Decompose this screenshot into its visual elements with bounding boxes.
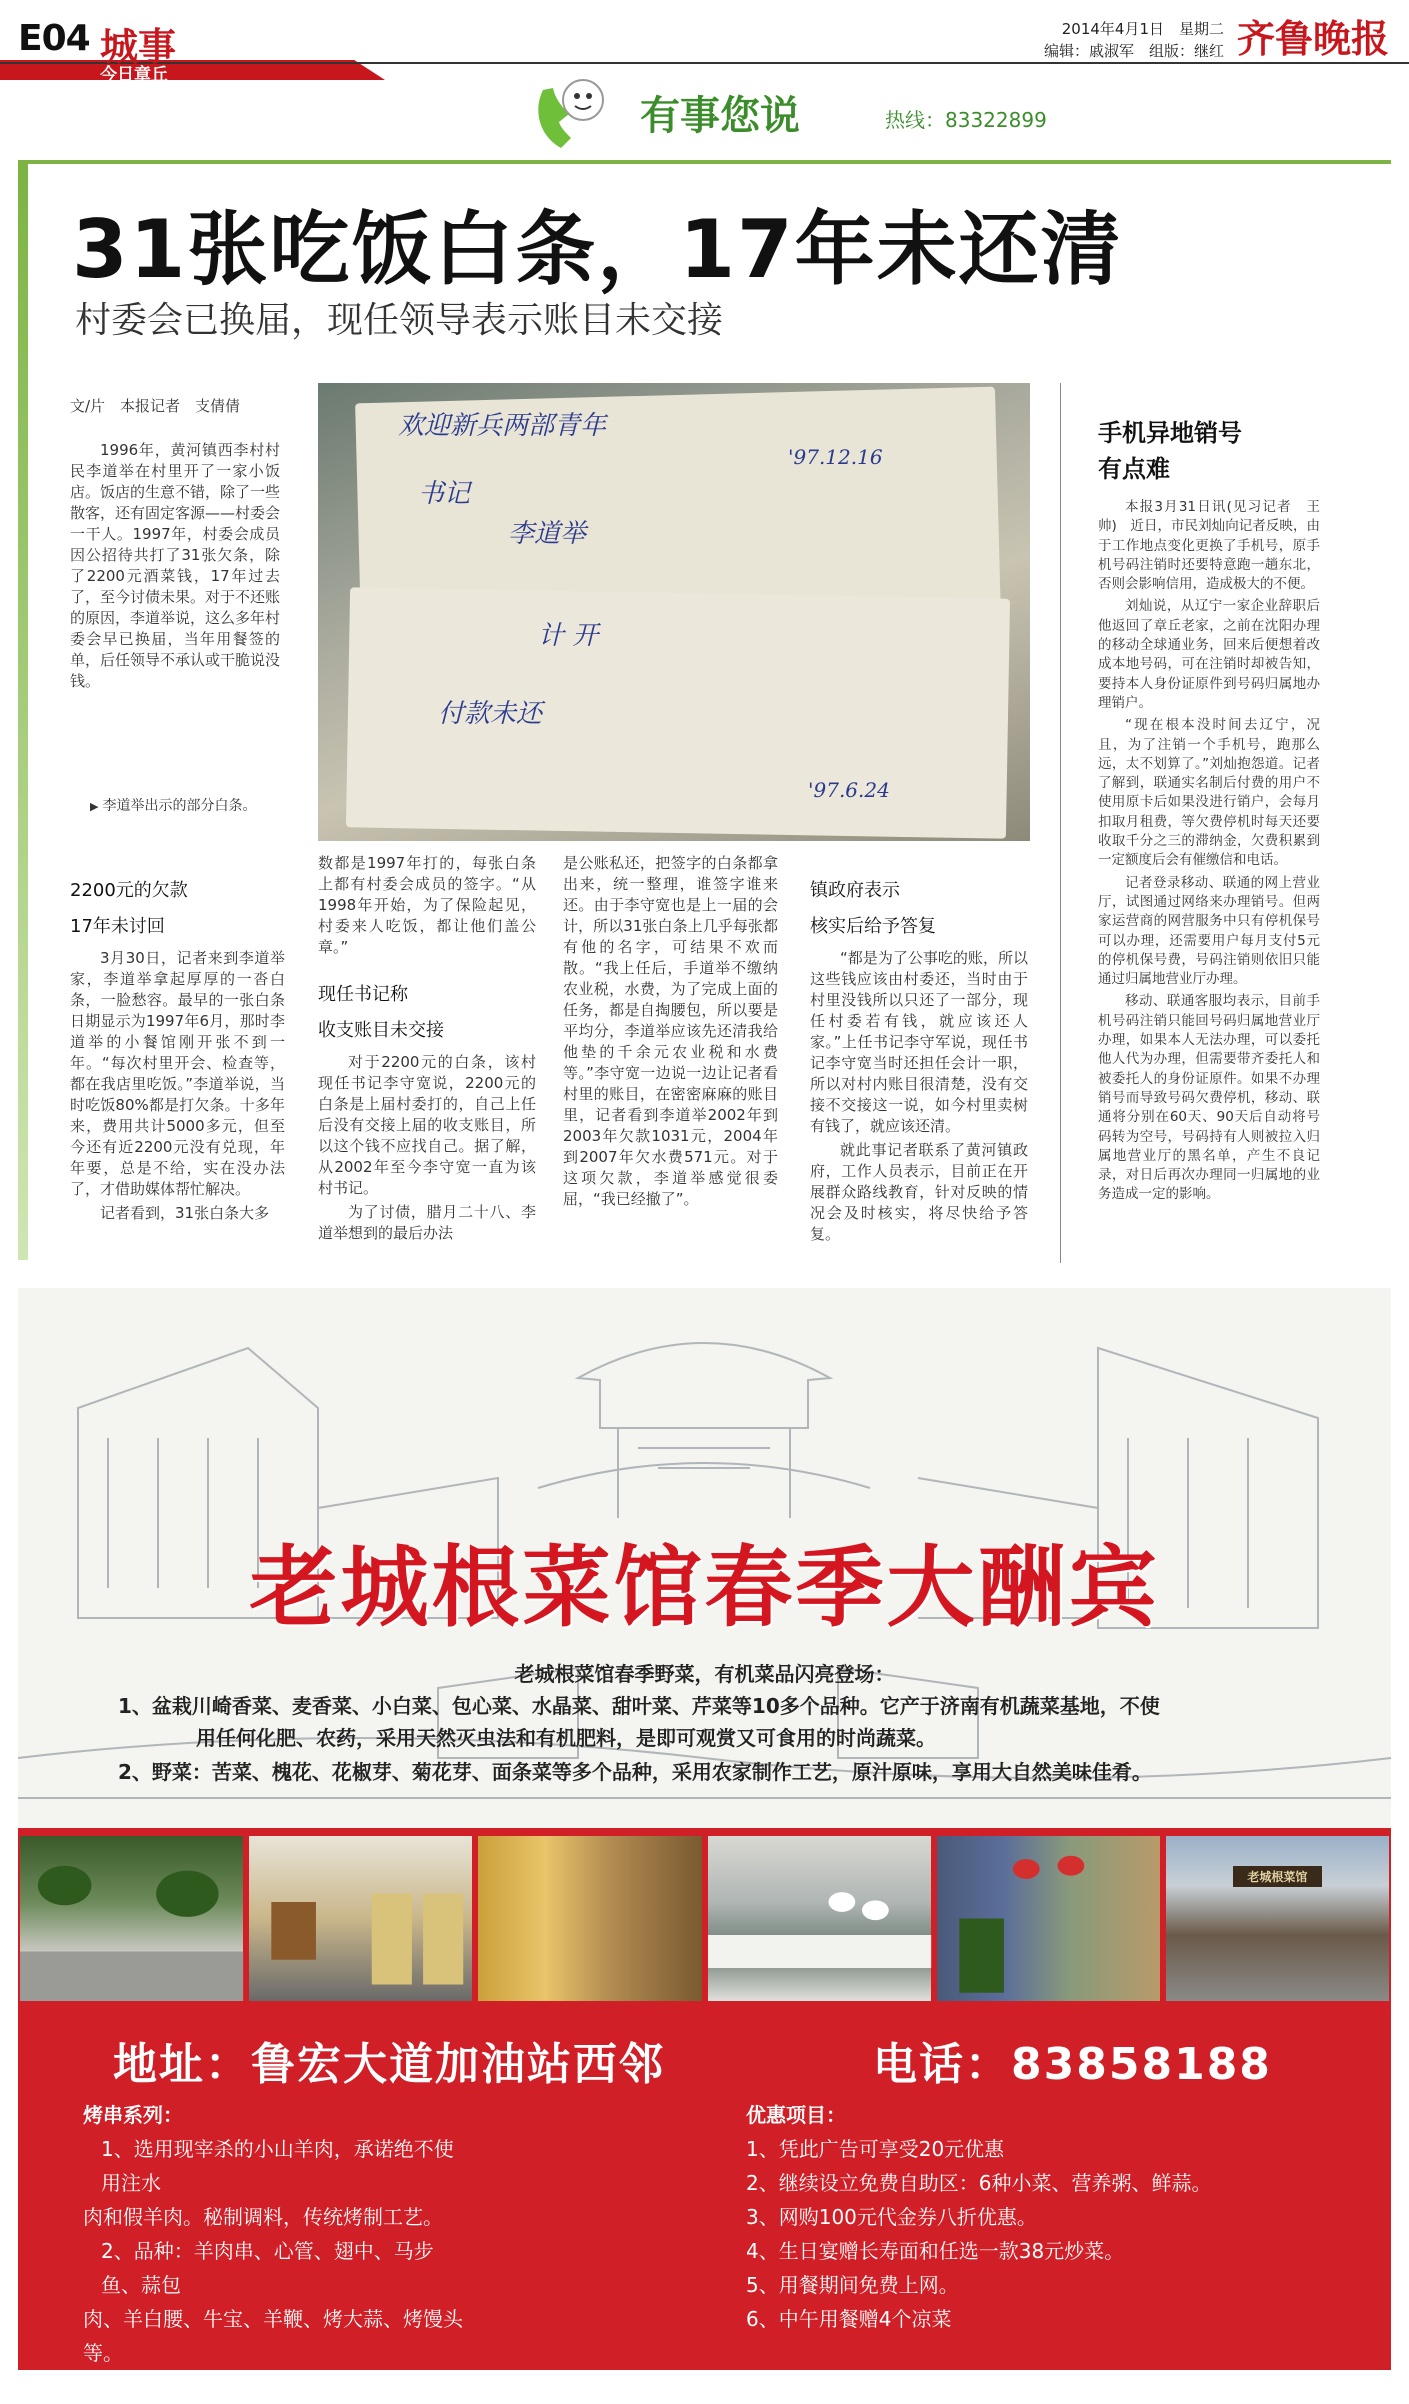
column4-paragraph-2: 就此事记者联系了黄河镇政府，工作人员表示，目前正在开展群众路线教育，针对反映的情况会及时核实，将尽快给予答复。	[810, 1141, 1028, 1243]
promotion-list	[746, 2098, 1346, 2336]
restaurant-advertisement	[18, 1288, 1391, 2399]
section3-subtitle: 核实后给予答复	[810, 916, 936, 937]
bbq-line-1: 1、选用现宰杀的小山羊肉，承诺绝不使用注水	[101, 2137, 454, 2195]
column2-paragraph-3: 为了讨债，腊月二十八、李道举想到的最后办法	[318, 1203, 536, 1242]
sidebar-title-line2: 有点难	[1098, 455, 1170, 483]
photo-dining-hall	[20, 1836, 243, 2001]
bbq-series-list	[83, 2098, 463, 2404]
photo-buffet-counter	[708, 1836, 931, 2001]
sidebar-paragraph-2: 刘灿说，从辽宁一家企业辞职后他返回了章丘老家，之前在沈阳办理的移动全球通业务，回来后便想着改成本地号码，可在注销时却被告知，要持本人身份证原件到号码归属地办理销户。	[1098, 598, 1320, 711]
lead-paragraph-column	[70, 440, 280, 695]
photo-corn-decor	[478, 1836, 701, 2001]
column3-paragraph-1: 是公账私还，把签字的白条都拿出来，统一整理，谁签字谁来还。由于李守宽也是上一届的会计，所以31张白条上几乎每张都有他的名字，可结果不欢而散。“我上任后，手道举不缴纳农业税，水费，为了完成上面的任务，都是自掏腰包，所以要是平均分，李道举应该先还清我给他垫的千余元农业税和水费等。”李守宽一边说一边让记者看村里的账目，在密密麻麻的账目里，记者看到李道举2002年到2003年欠款1031元，2004年到2007年欠水费571元。对于这项欠款，李道举感觉很委屈，“我已经撤了”。	[563, 854, 778, 1208]
sidebar-divider	[1060, 383, 1061, 1263]
sidebar-paragraph-3: “现在根本没时间去辽宁，况且，为了注销一个手机号，跑那么远，太不划算了。”刘灿抱怨道。记者了解到，联通实名制后付费的用户不使用原卡后如果没进行销户，会每月扣取月租费，等欠费停机时每天还要收取千分之三的滞纳金，欠费积累到一定额度后会有催缴信和电话。	[1098, 717, 1320, 869]
subsection-name: 今日章丘	[100, 65, 168, 85]
ad-address: 地址：鲁宏大道加油站西邻	[113, 2039, 665, 2090]
ad-item-2: 2、野菜：苦菜、槐花、花椒芽、菊花芽、面条菜等多个品种，采用农家制作工艺，原汁原味，享用大自然美味佳肴。	[118, 1760, 1152, 1784]
sidebar-paragraph-4: 记者登录移动、联通的网上营业厅，试图通过网络来办理销号。但两家运营商的网营服务中只有停机保号可以办理，还需要用户每月支付5元的停机保号费，号码注销则依旧只能通过归属地营业厅办理。	[1098, 874, 1320, 988]
promo-line-5: 5、用餐期间免费上网。	[746, 2273, 959, 2297]
section2-subtitle: 收支账目未交接	[318, 1020, 444, 1041]
entrance-signboard: 老城根菜馆	[1233, 1866, 1322, 1887]
bbq-line-3: 2、品种：羊肉串、心管、翅中、马步鱼、蒜包	[101, 2239, 434, 2297]
sidebar-title	[1098, 415, 1242, 487]
column2-paragraph-2: 对于2200元的白条，该村现任书记李守宽说，2200元的白条是上届村委打的，自己上任后没有交接上届的收支账目，所以这个钱不应找自己。据了解，从2002年至今李守宽一直为该村书记。	[318, 1053, 536, 1197]
photo-restaurant-entrance	[1166, 1836, 1389, 2001]
hotline-number: 热线：83322899	[885, 108, 1047, 132]
ad-phone: 电话：83858188	[873, 2039, 1272, 2090]
column2-paragraph-1: 数都是1997年打的，每张白条上都有村委会成员的签字。“从1998年开始，为了保险起见，村委来人吃饭，都让他们盖公章。”	[318, 854, 536, 956]
section1-subtitle: 17年未讨回	[70, 916, 165, 937]
promo-line-2: 2、继续设立免费自助区：6种小菜、营养粥、鲜蒜。	[746, 2171, 1212, 2195]
lead-paragraph: 1996年，黄河镇西李村村民李道举在村里开了一家小饭店。饭店的生意不错，除了一些散客，还有固定客源——村委会一干人。1997年，村委会成员因公招待共打了31张欠条，除了2200元酒菜钱，17年过去了，至今讨债未果。对于不还账的原因，李道举说，这么多年村委会早已换届，当年用餐签的单，后任领导不承认或干脆说没钱。	[70, 441, 281, 690]
promo-title: 优惠项目：	[746, 2103, 846, 2127]
byline: 文/片 本报记者 支倩倩	[70, 397, 241, 415]
promo-line-6: 6、中午用餐赠4个凉菜	[746, 2307, 952, 2331]
section3-title: 镇政府表示	[810, 880, 900, 901]
ad-intro: 老城根菜馆春季野菜，有机菜品闪亮登场：	[514, 1662, 895, 1686]
handwriting-1: 欢迎新兵两部青年	[398, 411, 607, 441]
body-column-3	[563, 853, 778, 1213]
body-column-4	[810, 868, 1028, 1248]
hotline-title: 有事您说	[640, 93, 800, 139]
bbq-beer-notice: 青岛扎啤开始上市	[83, 2375, 243, 2399]
bbq-line-4: 肉、羊白腰、牛宝、羊鞭、烤大蒜、烤馒头等。	[83, 2307, 463, 2365]
promo-line-4: 4、生日宴赠长寿面和任选一款38元炒菜。	[746, 2239, 1125, 2263]
handwriting-7: '97.6.24	[808, 778, 890, 802]
left-accent-bar	[18, 160, 28, 1260]
handwriting-2: '97.12.16	[788, 445, 883, 469]
hotline-green-rule	[18, 160, 1391, 164]
bbq-line-2: 肉和假羊肉。秘制调料，传统烤制工艺。	[83, 2205, 443, 2229]
subheadline: 村委会已换届，现任领导表示账目未交接	[75, 300, 724, 341]
ad-item-1b: 用任何化肥、农药，采用天然灭虫法和有机肥料，是即可观赏又可食用的时尚蔬菜。	[196, 1726, 936, 1750]
sidebar-column	[1098, 498, 1320, 1208]
section1-title: 2200元的欠款	[70, 880, 188, 901]
phone-handset-icon	[525, 70, 615, 160]
photo-caption: ▶ 李道举出示的部分白条。	[90, 795, 256, 815]
date-editor-info	[1044, 18, 1224, 62]
headline: 31张吃饭白条，17年未还清	[72, 203, 1123, 296]
handwriting-3: 书记	[418, 479, 471, 509]
ad-title: 老城根菜馆春季大酬宾	[249, 1535, 1160, 1639]
promo-line-3: 3、网购100元代金券八折优惠。	[746, 2205, 1037, 2229]
editor-line: 编辑：戚淑军 组版：继红	[1043, 42, 1224, 60]
ad-item-1a: 1、盆栽川崎香菜、麦香菜、小白菜、包心菜、水晶菜、甜叶菜、芹菜等10多个品种。它产于济南有机蔬菜基地，不使	[118, 1694, 1160, 1718]
body-column-1	[70, 868, 285, 1227]
section-name: 城事	[100, 25, 177, 69]
handwriting-4: 李道举	[508, 519, 587, 549]
date-line: 2014年4月1日 星期二	[1061, 20, 1224, 38]
hotline-banner	[0, 62, 1409, 162]
handwriting-5: 计 开	[538, 621, 599, 651]
handwriting-6: 付款未还	[438, 699, 543, 729]
promo-line-1: 1、凭此广告可享受20元优惠	[746, 2137, 1005, 2161]
column4-paragraph-1: “都是为了公事吃的账，所以这些钱应该由村委还，当时由于村里没钱所以只还了一部分，现任村委若有钱，就应该还人家。”上任书记李守军说，现任书记李守宽当时还担任会计一职，所以对村内账目很清楚，没有交接不交接这一说，如今村里卖树有钱了，就应该还清。	[810, 949, 1028, 1135]
newspaper-brand: 齐鲁晚报	[1236, 16, 1389, 61]
iou-notes-photo	[318, 383, 1030, 841]
body-column-2	[318, 853, 536, 1247]
sidebar-title-line1: 手机异地销号	[1098, 419, 1242, 447]
photo-blue-curtain-room	[937, 1836, 1160, 2001]
section2-title: 现任书记称	[318, 984, 408, 1005]
sidebar-paragraph-1: 本报3月31日讯(见习记者 王帅) 近日，市民刘灿向记者反映，由于工作地点变化更换了手机号，原手机号码注销时还要特意跑一趟东北，否则会影响信用，造成极大的不便。	[1098, 499, 1320, 593]
section1-paragraph-2: 记者看到，31张白条大多	[100, 1204, 270, 1222]
restaurant-photo-strip	[20, 1836, 1389, 2001]
section1-paragraph-1: 3月30日，记者来到李道举家，李道举拿起厚厚的一沓白条，一脸愁容。最早的一张白条日期显示为1997年6月，那时李道举的小餐馆刚开张不到一年。“每次村里开会、检查等，都在我店里吃饭。”李道举说，当时吃饭80%都是打欠条。十多年来，费用共计5000多元，但至今还有近2200元没有兑现，年年要，总是不给，实在没办法了，才借助媒体帮忙解决。	[70, 949, 285, 1198]
page-code: E04	[18, 18, 90, 59]
photo-wooden-booths	[249, 1836, 472, 2001]
sidebar-paragraph-5: 移动、联通客服均表示，目前手机号码注销只能回号码归属地营业厅办理，如果本人无法办理，可以委托他人代为办理，但需要带齐委托人和被委托人的身份证原件。如果不办理销号而导致号码欠费停机，移动、联通将分别在60天、90天后自动将号码转为空号，号码持有人则被拉入归属地营业厅的黑名单，产生不良记录，对日后再次办理同一归属地的业务造成一定的影响。	[1098, 993, 1320, 1203]
bbq-title: 烤串系列：	[83, 2103, 183, 2127]
